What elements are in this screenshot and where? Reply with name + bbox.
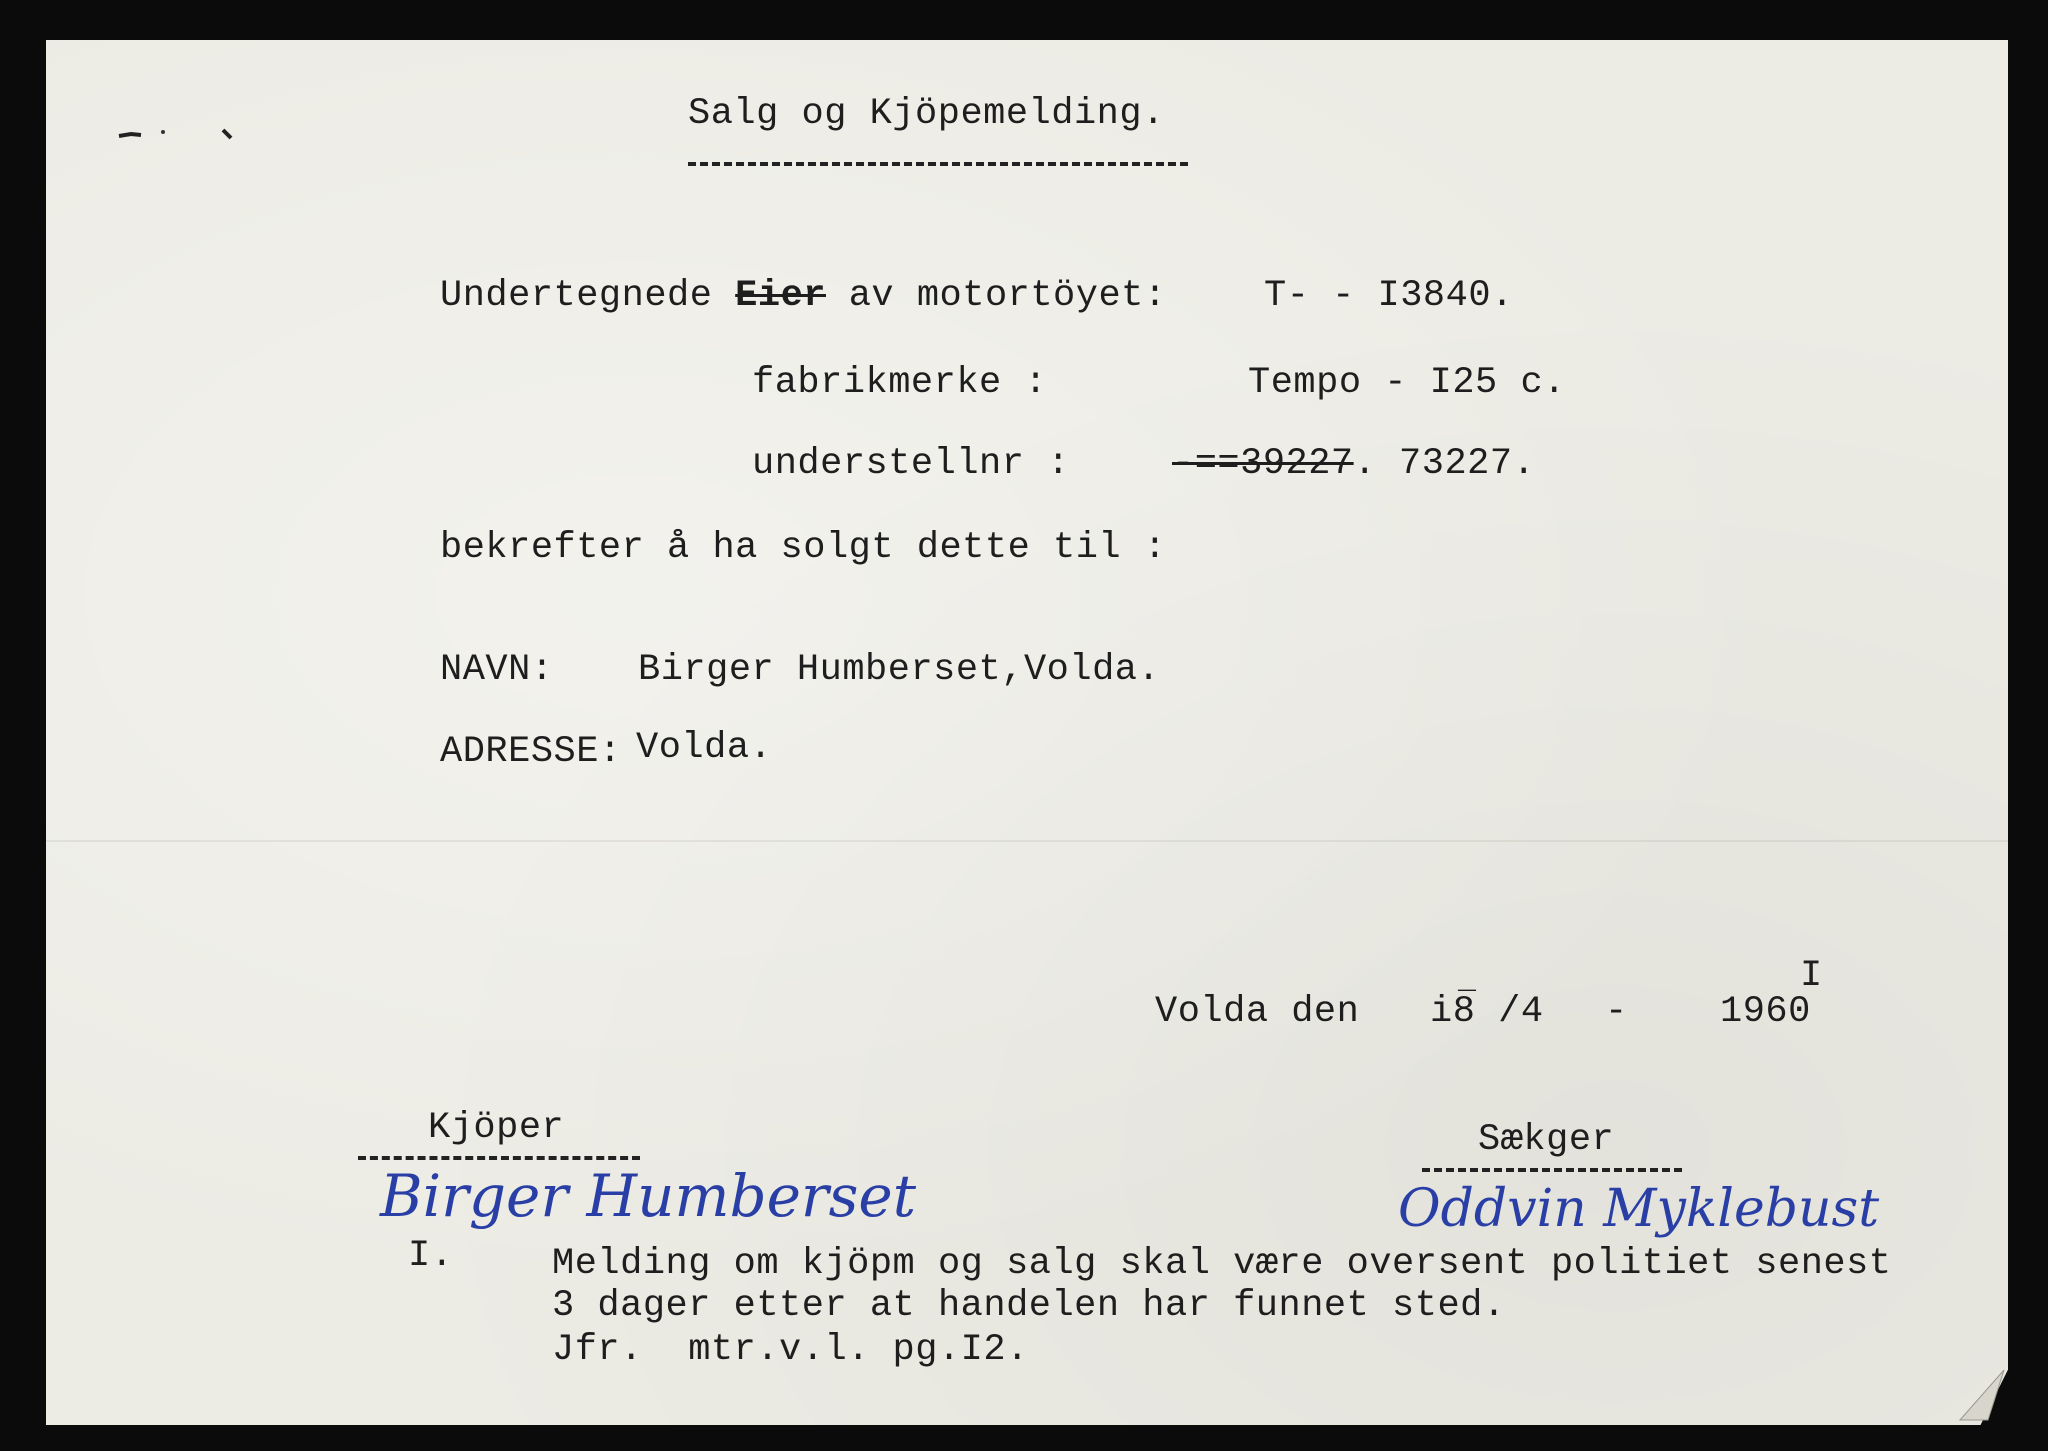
undertegnede-label: Undertegnede xyxy=(440,275,713,317)
adresse-value: Volda. xyxy=(636,727,773,769)
footnote-line-3: Jfr. mtr.v.l. pg.I2. xyxy=(552,1329,1029,1371)
selger-label: Sækger xyxy=(1478,1119,1615,1161)
understellnr-value-line xyxy=(1172,443,1536,485)
ink-marks xyxy=(115,120,245,150)
fabrikmerke-label: fabrikmerke : xyxy=(752,362,1048,404)
undertegnede-line xyxy=(440,275,1167,317)
title-underline xyxy=(688,162,1188,166)
navn-value: Birger Humberset,Volda. xyxy=(638,649,1161,691)
struck-eier: Eier xyxy=(735,275,826,317)
selger-signature-text: Oddvin Myklebust xyxy=(1398,1179,1880,1239)
date-overbar: _ xyxy=(1458,964,1477,998)
footnote-line-2: 3 dager etter at handelen har funnet sted. xyxy=(552,1285,1506,1327)
registration-number: T- - I3840. xyxy=(1264,275,1514,317)
confirm-text: bekrefter å ha solgt dette til : xyxy=(440,527,1167,569)
kjoper-label: Kjöper xyxy=(428,1107,565,1149)
year-mark: I xyxy=(1800,955,1823,997)
understellnr-value: . 73227. xyxy=(1353,443,1536,485)
struck-old-number: -==39227 xyxy=(1172,443,1354,485)
folded-corner xyxy=(1958,1360,2006,1422)
understellnr-label: understellnr : xyxy=(752,443,1070,485)
footnote-line-1: Melding om kjöpm og salg skal være oversent politiet senest xyxy=(552,1243,1892,1285)
adresse-label: ADRESSE: xyxy=(440,731,622,773)
navn-label: NAVN: xyxy=(440,649,554,691)
selger-signature xyxy=(1392,1170,1992,1250)
document-title: Salg og Kjöpemelding. xyxy=(688,93,1165,135)
fabrikmerke-value: Tempo - I25 c. xyxy=(1248,362,1566,404)
paper-fold xyxy=(46,840,2008,842)
date-dash: - xyxy=(1605,991,1628,1033)
footnote-marker: I. xyxy=(408,1235,454,1277)
date-text: i8 /4 xyxy=(1430,991,1544,1033)
kjoper-signature-text: Birger Humberset xyxy=(380,1162,917,1230)
year-text: 1960 xyxy=(1720,991,1811,1033)
place-text: Volda den xyxy=(1155,991,1360,1033)
kjoper-signature xyxy=(372,1154,932,1244)
motortoyet-label: av motortöyet: xyxy=(848,275,1167,317)
